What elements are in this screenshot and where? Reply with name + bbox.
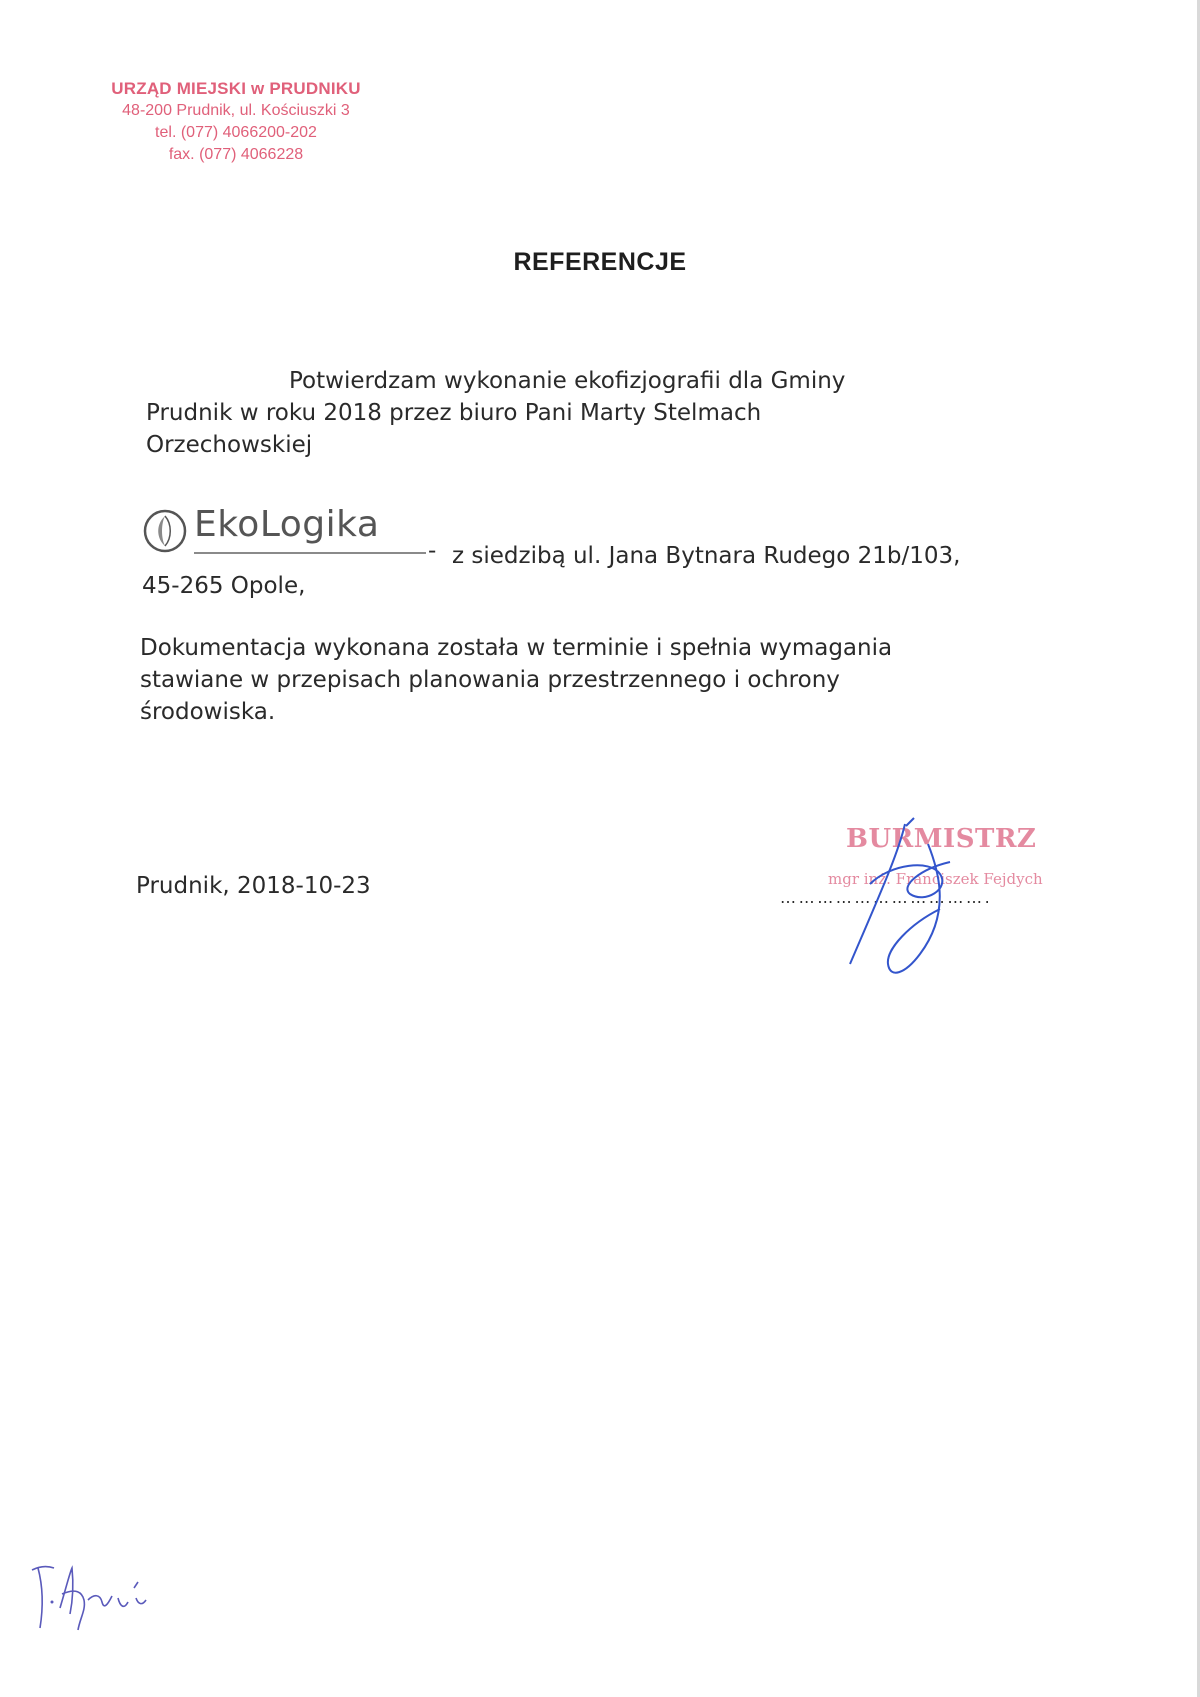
documentation-line-2: stawiane w przepisach planowania przestrzennego i ochrony	[140, 667, 840, 693]
stamp-fax: fax. (077) 4066228	[168, 146, 304, 163]
mayor-signature	[810, 814, 1010, 984]
company-address-line-2: 45-265 Opole,	[142, 573, 306, 599]
mayor-stamp	[770, 822, 1060, 982]
mayor-title: BURMISTRZ	[846, 824, 1037, 854]
confirmation-line-3: Orzechowskiej	[146, 432, 313, 458]
confirmation-line-2: Prudnik w roku 2018 przez biuro Pani Marty Stelmach	[146, 400, 762, 426]
logo-dash: -	[428, 538, 437, 564]
place-and-date: Prudnik, 2018-10-23	[136, 873, 371, 899]
document-title: REFERENCJE	[513, 248, 687, 276]
documentation-line-1: Dokumentacja wykonana została w terminie i spełnia wymagania	[140, 635, 893, 661]
confirmation-line-1: Potwierdzam wykonanie ekofizjografii dla Gminy	[289, 368, 846, 394]
stamp-tel: tel. (077) 4066200-202	[155, 124, 317, 141]
logo-wordmark: EkoLogika	[194, 504, 380, 545]
mayor-name: mgr inż. Franciszek Fejdych	[828, 870, 1043, 888]
company-logo	[142, 506, 432, 556]
confirmation-paragraph	[146, 365, 976, 461]
stamp-office-name: URZĄD MIEJSKI w PRUDNIKU	[111, 79, 361, 98]
documentation-paragraph	[140, 632, 1070, 728]
signature-dotted-line: …………………………….	[780, 888, 993, 907]
documentation-line-3: środowiska.	[140, 699, 276, 725]
leaf-circle-icon	[142, 508, 188, 554]
logo-underline	[194, 552, 426, 554]
stamp-address: 48-200 Prudnik, ul. Kościuszki 3	[122, 102, 350, 119]
office-stamp	[86, 78, 386, 166]
company-address-line-1: z siedzibą ul. Jana Bytnara Rudego 21b/103,	[452, 543, 961, 569]
handwritten-initials	[26, 1558, 186, 1638]
